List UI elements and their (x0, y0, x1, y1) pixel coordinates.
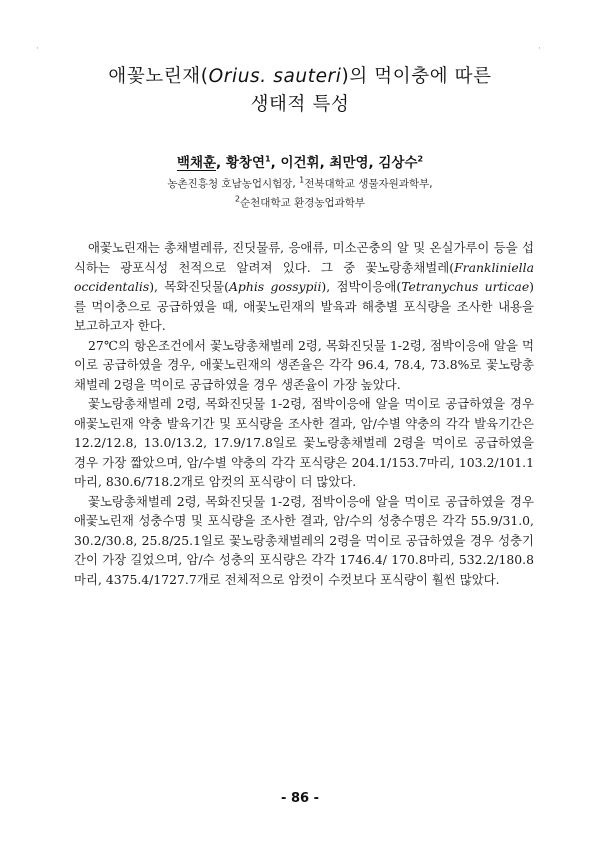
scan-mark: · (36, 44, 39, 54)
author-affiliation-mark: 1 (265, 154, 271, 164)
affiliation-b: 전북대학교 생물자원과학부, (304, 178, 433, 190)
affiliation-sup: 2 (234, 194, 241, 204)
page-number: - 86 - (281, 791, 319, 806)
abstract-body (74, 238, 534, 589)
author-list (0, 151, 600, 171)
species-name: Tetranychus urticae (401, 279, 530, 294)
author-name: 최만영 (329, 155, 369, 171)
title-prefix: 애꽃노린재( (108, 66, 209, 87)
author-affiliation-mark: 2 (417, 154, 424, 164)
title-species: Orius. sauteri (208, 66, 342, 87)
title-suffix: )의 먹이충에 따른 (341, 66, 492, 87)
affiliation-sup: 1 (299, 175, 305, 185)
affiliation-a: 농촌진흥청 호남농업시험장, (167, 178, 300, 190)
presenting-author: 백채훈 (176, 155, 217, 171)
paragraph-survival: 27℃의 항온조건에서 꽃노랑총채벌레 2령, 목화진딧물 1-2령, 점박이응애 알을 먹이로 공급하였을 경우, 애꽃노린재의 생존율은 각각 96.4, 78.4, 73.8%로 꽃노랑총채벌레 2령을 먹이로 공급하였을 경우 생존율이 가장 높았다. (74, 337, 534, 392)
species-name: Aphis gossypii (228, 279, 322, 294)
author-name: 이건휘 (280, 155, 320, 171)
paragraph-nymph: 꽃노랑총채벌레 2령, 목화진딧물 1-2령, 점박이응애 알을 먹이로 공급하였을 경우 애꽃노린재 약충 발육기간 및 포식량을 조사한 결과, 암/수별 약충의 각각 발육기간은 12.2/12.8, 13.0/13.2, 17.9/17.8일로 꽃노랑총채벌레 2령을 먹이로 공급하였을 경우 가장 짧았으며, 암/수별 약충의 각각 포식량은 204.1/153.7마리, 103.2/101.1마리, 830.6/718.2개로 암컷의 포식량이 더 많았다. (74, 396, 534, 489)
scan-mark: · (538, 44, 541, 54)
affiliation-c: 순천대학교 환경농업과학부 (240, 197, 366, 209)
paragraph-adult: 꽃노랑총채벌레 2령, 목화진딧물 1-2령, 점박이응애 알을 먹이로 공급하였을 경우 애꽃노린재 성충수명 및 포식량을 조사한 결과, 암/수의 성충수명은 각각 55.9/31.0, 30.2/30.8, 25.8/25.1일로 꽃노랑총채벌레의 2령을 먹이로 공급하였을 경우 성충기간이 가장 길었으며, 암/수 성충의 포식량은 각각 1746.4/ 170.8마리, 532.2/180.8마리, 4375.4/1727.7개로 전체적으로 암컷이 수컷보다 포식량이 훨씬 많았다. (74, 493, 534, 587)
coauthors: , 황창연$^1$, 이건휘, 최만영, 김상수$^2$ (216, 154, 424, 171)
affiliation-line2 (0, 195, 600, 210)
affiliation-line1 (0, 176, 600, 191)
paper-title-line2: 생태적 특성 (250, 94, 350, 115)
species-name: Frankliniella occidentalis (74, 259, 534, 294)
author-name: 황창연 (225, 155, 266, 171)
paragraph-intro: 애꽃노린재는 총채벌레류, 진딧물류, 응애류, 미소곤충의 알 및 온실가루이 등을 섭식하는 광포식성 천적으로 알려져 있다. 그 중 꽃노랑총채벌레(Frankliniella occidentalis), 목화진딧물(Aphis gossypii), 점박이응애(Tetranychus urticae)를 먹이충으로 공급하였을 때, 애꽃노린재의 발육과 해충별 포식량을 조사한 내용을 보고하고자 한다. (74, 240, 534, 333)
author-name: 김상수 (378, 155, 418, 171)
paper-title-line1 (0, 62, 600, 88)
